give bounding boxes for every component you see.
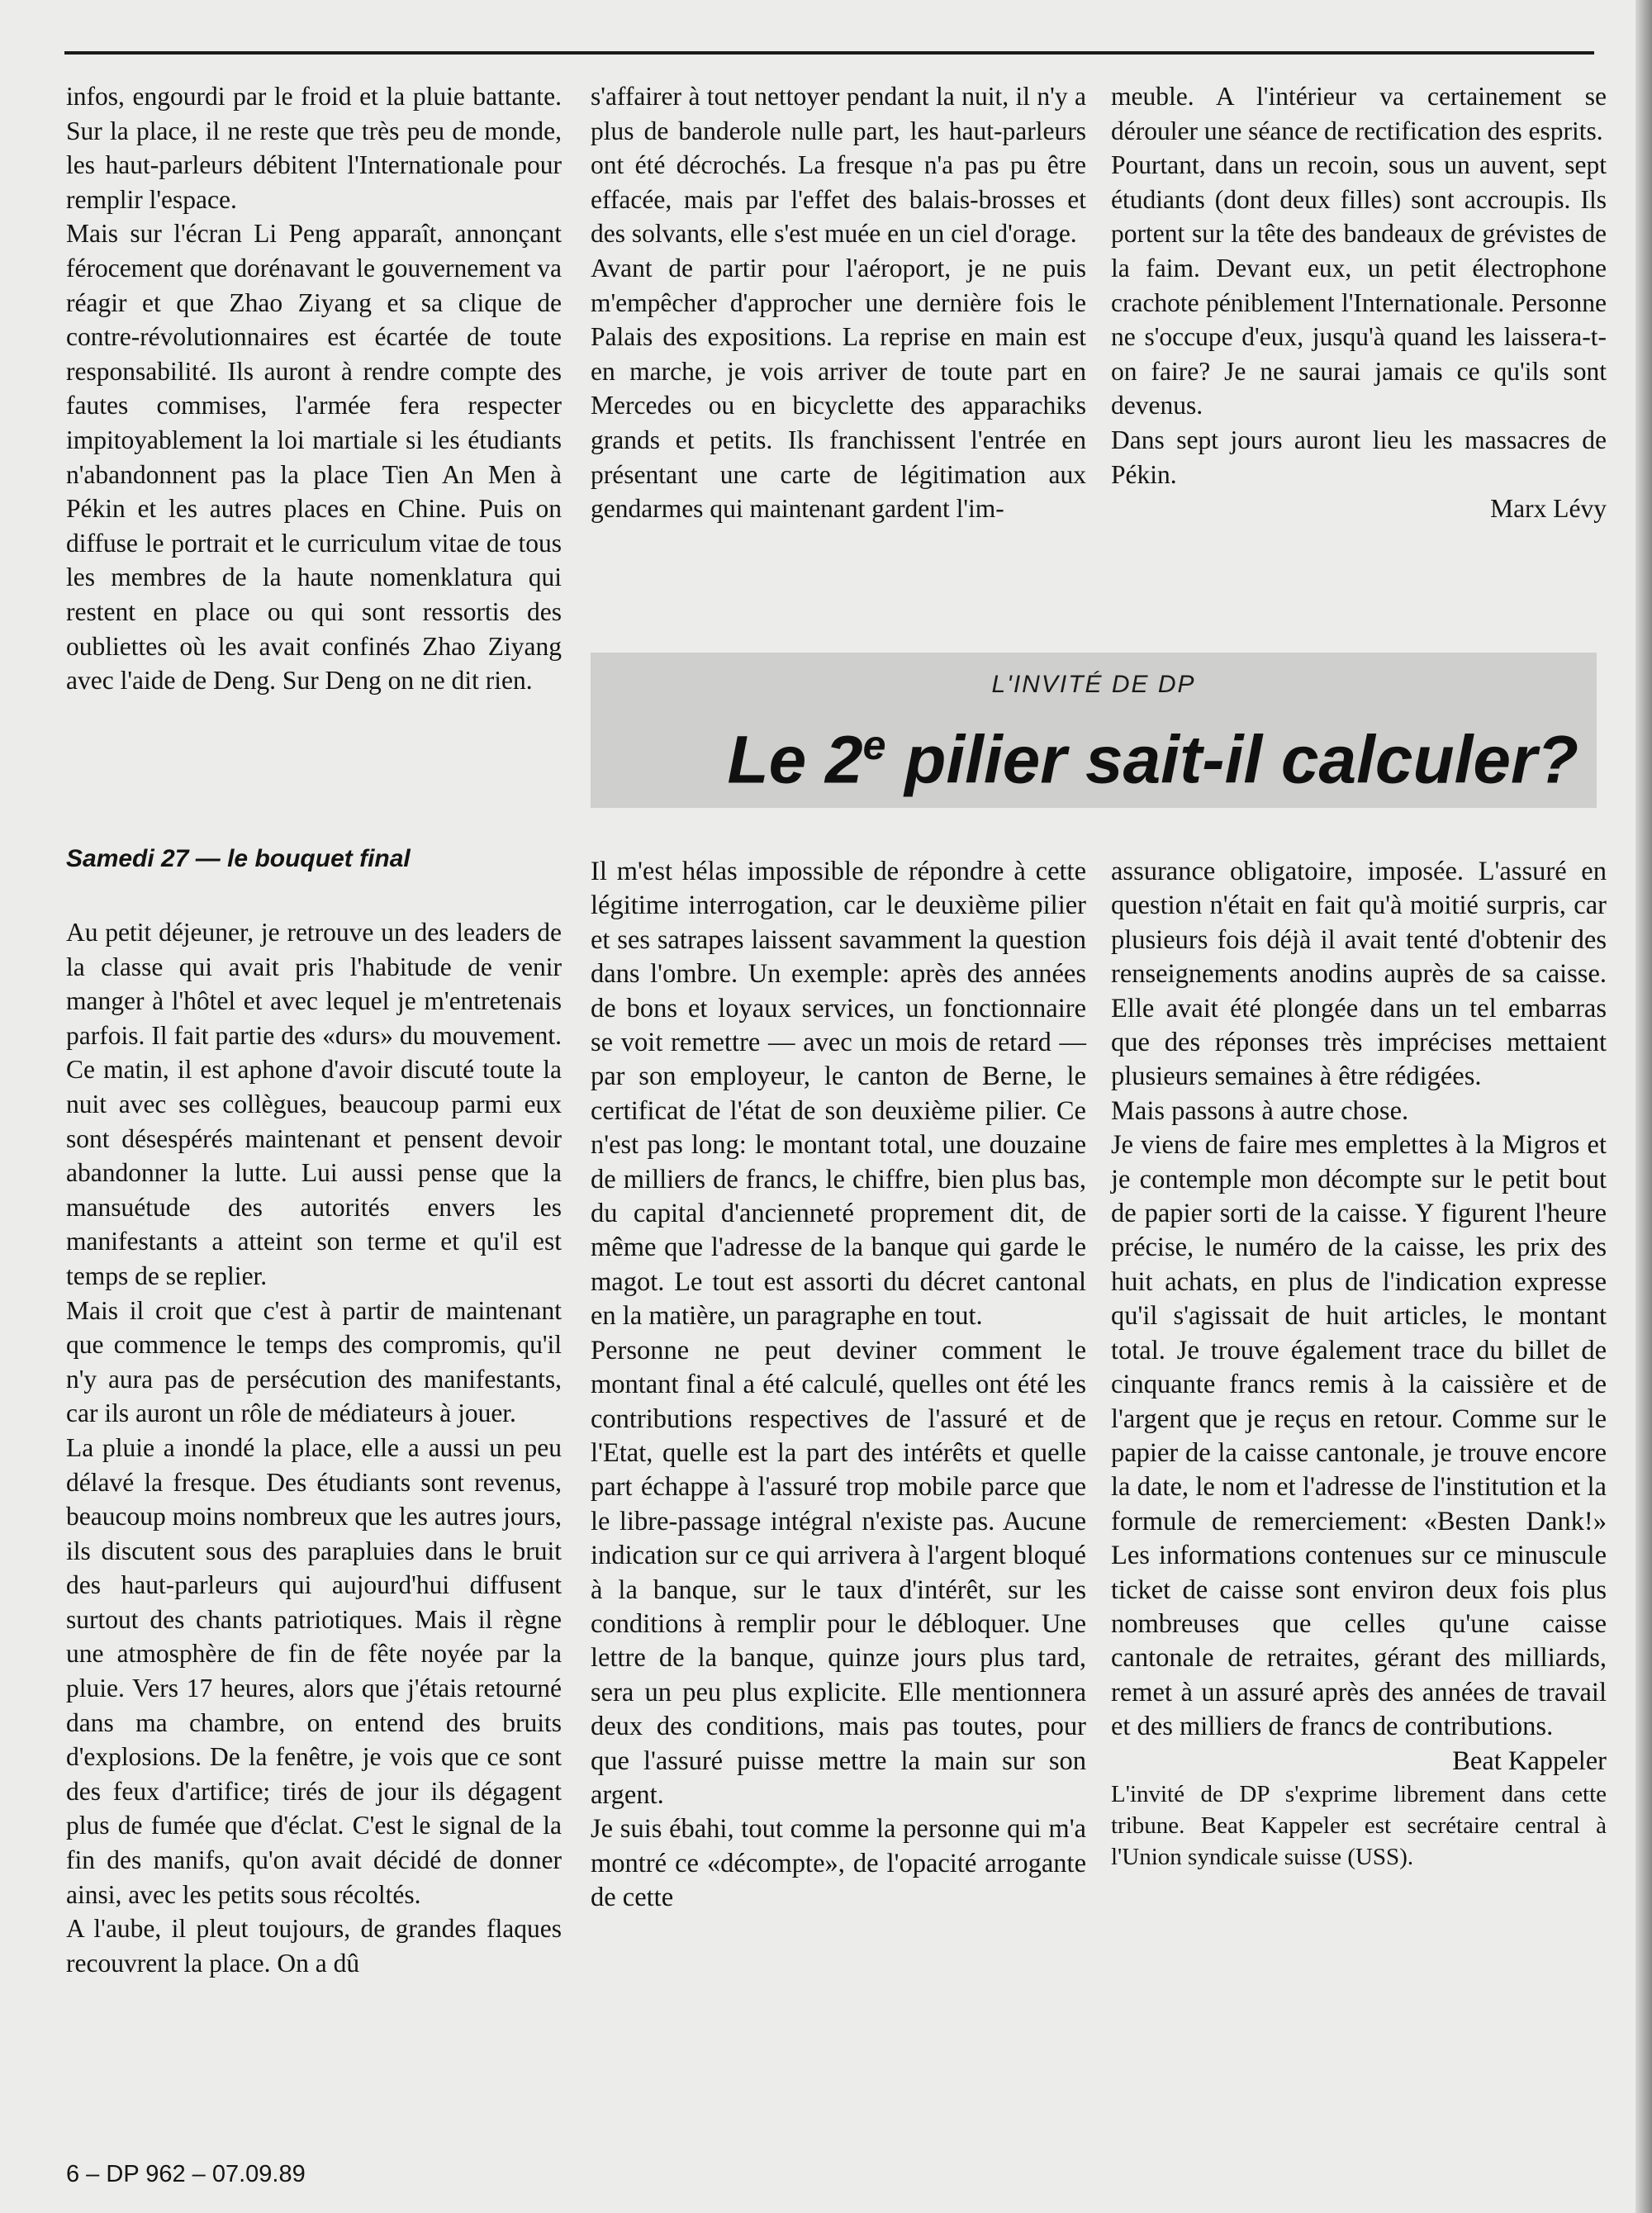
page-edge — [1635, 0, 1652, 2213]
top-rule — [64, 51, 1594, 55]
paragraph: Il m'est hélas impossible de répondre à cette légitime interrogation, car le deuxième pilier et ses satrapes laissent savamment la question dans l'ombre. Un exemple: après des années de bons et loyaux services, un fonctionnaire se voit remettre — avec un mois de retard — par son employeur, le canton de Berne, le certificat de l'état de son deuxième pilier. Ce n'est pas long: le montant total, une douzaine de milliers de francs, le chiffre, bien plus bas, du capital d'ancienneté proprement dit, de même que l'adresse de la banque qui garde le magot. Le tout est assorti du décret cantonal en la matière, un paragraphe en tout. — [591, 857, 1086, 1332]
page-footer: 6 – DP 962 – 07.09.89 — [66, 2161, 306, 2187]
paragraph: Pourtant, dans un recoin, sous un auvent, sept étudiants (dont deux filles) sont accroupis. Ils portent sur la tête des bandeaux de grévistes de la faim. Devant eux, un petit électrophone crachote péniblement l'Internationale. Personne ne s'occupe d'eux, jusqu'à quand les laissera-t-on faire? Je ne saurai jamais ce qu'ils sont devenus. — [1111, 150, 1607, 420]
paragraph: Au petit déjeuner, je retrouve un des leaders de la classe qui avait pris l'habitude de venir manger à l'hôtel et avec lequel je m'entretenais parfois. Il fait partie des «durs» du mouvement. Ce matin, il est aphone d'avoir discuté toute la nuit avec ses collègues, beaucoup parmi eux sont désespérés maintenant et pensent devoir abandonner la lutte. Lui aussi pense que la mansuétude des autorités envers les manifestants a atteint son terme et qu'il est temps de se replier. — [66, 918, 562, 1290]
guest-note: L'invité de DP s'exprime librement dans cette tribune. Beat Kappeler est secrétaire central à l'Union syndicale suisse (USS). — [1111, 1780, 1607, 1870]
author-signature: Marx Lévy — [1490, 494, 1607, 524]
guest-column-2 — [1111, 855, 1607, 1873]
paragraph: Avant de partir pour l'aéroport, je ne puis m'empêcher d'approcher une dernière fois le Palais des expositions. La reprise en main est en marche, je vois arriver de toute part en Mercedes ou en bicyclette des apparachiks grands et petits. Ils franchissent l'entrée en présentant une carte de légitimation aux gendarmes qui maintenant gardent l'im- — [591, 253, 1086, 524]
paragraph: La pluie a inondé la place, elle a aussi un peu délavé la fresque. Des étudiants sont revenus, beaucoup moins nombreux que les autres jours, ils discutent sous des parapluies dans le bruit des haut-parleurs qui aujourd'hui diffusent surtout des chants patriotiques. Mais il règne une atmosphère de fin de fête noyée par la pluie. Vers 17 heures, alors que j'étais retourné dans ma chambre, on entend des bruits d'explosions. De la fenêtre, je vois que ce sont des feux d'artifice; tirés de jour ils dégagent plus de fumée que d'éclat. C'est le signal de la fin des manifs, qu'on avait décidé de donner ainsi, avec les petits sous récoltés. — [66, 1432, 562, 1909]
paragraph: Mais il croit que c'est à partir de maintenant que commence le temps des compromis, qu'il n'y aura pas de persécution des manifestants, car ils auront un rôle de médiateurs à jouer. — [66, 1295, 562, 1428]
guest-column-1 — [591, 855, 1086, 1916]
paragraph: Mais sur l'écran Li Peng apparaît, annonçant férocement que dorénavant le gouvernement va réagir et que Zhao Ziyang et sa clique de contre-révolutionnaires est écartée de toute responsabilité. Ils auront à rendre compte des fautes commises, l'armée fera respecter impitoyablement la loi martiale si les étudiants n'abandonnent pas la place Tien An Men à Pékin et les autres places en Chine. Puis on diffuse le portrait et le curriculum vitae de tous les membres de la haute nomenklatura qui restent en place ou qui sont ressortis des oubliettes où les avait confinés Zhao Ziyang avec l'aide de Deng. Sur Deng on ne dit rien. — [66, 219, 562, 696]
guest-kicker: L'INVITÉ DE DP — [991, 671, 1196, 698]
guest-title — [591, 704, 1578, 801]
paragraph: Je viens de faire mes emplettes à la Migros et je contemple mon décompte sur le petit bout de papier sorti de la caisse. Y figurent l'heure précise, le numéro de la caisse, les prix des huit achats, en plus de l'indication expresse qu'il s'agissait de huit articles, le montant total. Je trouve également trace du billet de cinquante francs remis à la caissière et de l'argent que je reçus en retour. Comme sur le papier de la caisse cantonale, je trouve encore la date, le nom et l'adresse de l'institution et la formule de remerciement: «Besten Dank!» Les informations contenues sur ce minuscule ticket de caisse sont environ deux fois plus nombreuses que celles qu'une caisse cantonale de retraites, gérant des milliards, remet à un assuré après des années de travail et des milliers de francs de contributions. — [1111, 1130, 1607, 1742]
paragraph: assurance obligatoire, imposée. L'assuré en question n'était en fait qu'à moitié surpris, car plusieurs fois déjà il avait tenté d'obtenir des renseignements anodins auprès de sa caisse. Elle avait été plongée dans un tel embarras que des réponses très imprécises mettaient plusieurs semaines à être rédigées. — [1111, 857, 1607, 1092]
section-subhead: Samedi 27 — le bouquet final — [66, 845, 411, 872]
paragraph: Je suis ébahi, tout comme la personne qui m'a montré ce «décompte», de l'opacité arrogante de cette — [591, 1814, 1086, 1913]
paragraph: A l'aube, il pleut toujours, de grandes flaques recouvrent la place. On a dû — [66, 1914, 562, 1978]
paragraph: Dans sept jours auront lieu les massacres de Pékin. — [1111, 425, 1607, 489]
title-part: Le 2 — [727, 722, 863, 798]
article-column-4 — [66, 915, 562, 1980]
paragraph: s'affairer à tout nettoyer pendant la nuit, il n'y a plus de banderole nulle part, les haut-parleurs ont été décrochés. La fresque n'a pas pu être effacée, mais par l'effet des balais-brosses et des solvants, elle s'est muée en un ciel d'orage. — [591, 82, 1086, 249]
title-superscript: e — [862, 722, 886, 768]
article-column-3 — [1111, 79, 1607, 526]
title-part: pilier sait-il calculer? — [885, 722, 1578, 798]
article-column-1 — [66, 79, 562, 698]
guest-header-box — [591, 653, 1597, 808]
paragraph: infos, engourdi par le froid et la pluie battante. Sur la place, il ne reste que très peu de monde, les haut-parleurs débitent l'Internationale pour remplir l'espace. — [66, 82, 562, 214]
paragraph: Personne ne peut deviner comment le montant final a été calculé, quelles ont été les contributions respectives de l'assuré et de l'Etat, quelle est la part des intérêts et quelle part échappe à l'assuré trop mobile parce que le libre-passage intégral n'existe pas. Aucune indication sur ce qui arrivera à l'argent bloqué à la banque, sur le taux d'intérêt, sur les conditions à remplir pour le débloquer. Une lettre de la banque, quinze jours plus tard, sera un peu plus explicite. Elle mentionnera deux des conditions, mais pas toutes, pour que l'assuré puisse mettre la main sur son argent. — [591, 1335, 1086, 1810]
paragraph: Mais passons à autre chose. — [1111, 1095, 1409, 1126]
article-column-2 — [591, 79, 1086, 526]
guest-signature: Beat Kappeler — [1452, 1745, 1607, 1776]
paragraph: meuble. A l'intérieur va certainement se dérouler une séance de rectification des esprits. — [1111, 82, 1607, 145]
